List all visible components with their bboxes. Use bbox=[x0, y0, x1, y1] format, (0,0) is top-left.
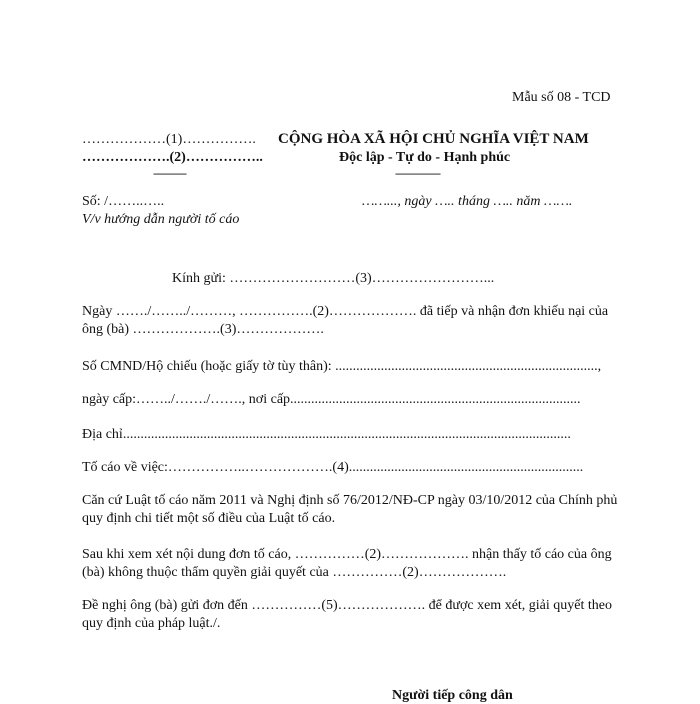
issuing-agency-line: ………………(1)……………. bbox=[82, 132, 256, 147]
legal-basis-paragraph: Căn cứ Luật tố cáo năm 2011 và Nghị định số 76/2012/NĐ-CP ngày 03/10/2012 của Chính phủ quy định chi tiết một số điều của Luật tố cáo. bbox=[82, 493, 618, 526]
nation-title: CỘNG HÒA XÃ HỘI CHỦ NGHĨA VIỆT NAM bbox=[278, 131, 589, 147]
address-line: Địa chỉ................................................................................................................................ bbox=[82, 427, 571, 442]
document-number: Số: /……..….. bbox=[82, 194, 165, 209]
document-subject: V/v hướng dẫn người tố cáo bbox=[82, 212, 240, 227]
complaint-subject-line: Tố cáo về việc:……………..……………….(4)................................................................... bbox=[82, 460, 584, 475]
place-date-line: ……..., ngày ….. tháng ….. năm ……. bbox=[362, 194, 573, 209]
id-number-line: Số CMND/Hộ chiếu (hoặc giấy tờ tùy thân): ..........................................................................., bbox=[82, 359, 602, 374]
id-issue-line: ngày cấp:……../……./……., nơi cấp................................................................................... bbox=[82, 392, 581, 407]
motto-separator: --------------- bbox=[395, 166, 440, 180]
signer-title: Người tiếp công dân bbox=[392, 688, 513, 703]
recipient-line: Kính gửi: ………………………(3)……………………... bbox=[172, 271, 495, 286]
agency-separator: ----------- bbox=[153, 166, 186, 180]
recommendation-paragraph: Đề nghị ông (bà) gửi đơn đến ……………(5)………………. để được xem xét, giải quyết theo quy định của pháp luật./. bbox=[82, 598, 612, 631]
receiving-agency-line: ……………….(2)…………….. bbox=[82, 150, 263, 165]
national-motto: Độc lập - Tự do - Hạnh phúc bbox=[339, 150, 511, 165]
review-result-paragraph: Sau khi xem xét nội dung đơn tố cáo, ……………(2)………………. nhận thấy tố cáo của ông (bà) không thuộc thẩm quyền giải quyết của ……………(2)………………. bbox=[82, 547, 612, 580]
receipt-paragraph: Ngày ……./……../………, …………….(2)………………. đã tiếp và nhận đơn khiếu nại của ông (bà) ……………….(3)………………. bbox=[82, 304, 609, 337]
form-code: Mẫu số 08 - TCD bbox=[512, 90, 611, 105]
